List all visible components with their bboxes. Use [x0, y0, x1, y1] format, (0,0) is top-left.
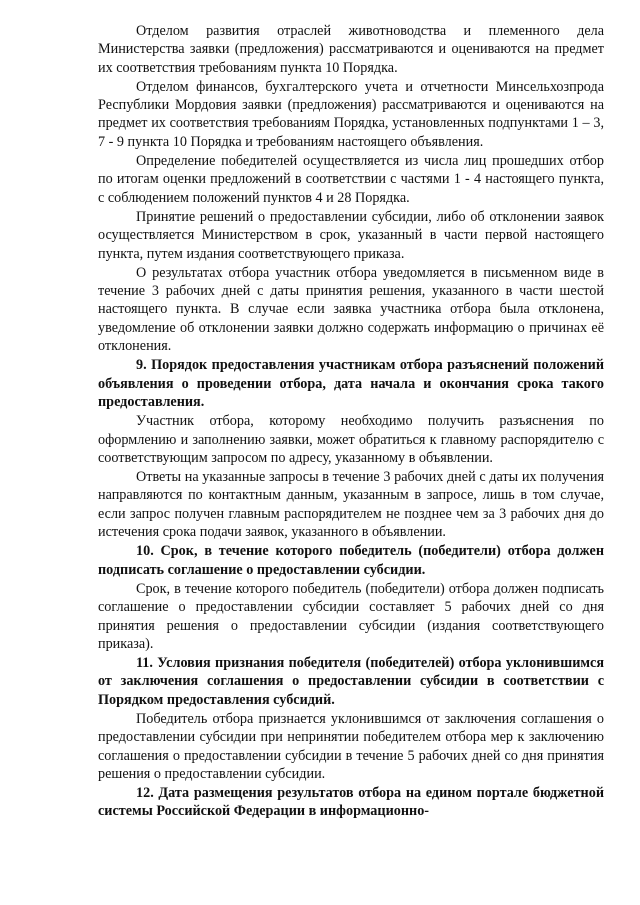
paragraph-9: Победитель отбора признается уклонившимся от заключения соглашения о предоставлении субсидии при непринятии победителем отбора мер к заключению соглашения о предоставлении субсидии в течение 5 рабочих дней со дня принятия решения о предоставлении субсидии.: [98, 710, 604, 782]
paragraph-6: Участник отбора, которому необходимо получить разъяснения по оформлению и заполнению заявки, может обратиться к главному распорядителю с соответствующим запросом по адресу, указанному в объявлении.: [98, 413, 604, 466]
section-heading-9: 9. Порядок предоставления участникам отбора разъяснений положений объявления о проведении отбора, дата начала и окончания срока такого предоставления.: [98, 357, 604, 410]
section-heading-10: 10. Срок, в течение которого победитель (победители) отбора должен подписать соглашение о предоставлении субсидии.: [98, 543, 604, 578]
section-heading-12: 12. Дата размещения результатов отбора на едином портале бюджетной системы Российской Федерации в информационно-: [98, 785, 604, 820]
paragraph-2: Отделом финансов, бухгалтерского учета и отчетности Минсельхозпрода Республики Мордовия заявки (предложения) рассматриваются и оцениваются на предмет их соответствия требованиям Порядка, установленных подпунктами 1 – 3, 7 - 9 пункта 10 Порядка и требованиям настоящего объявления.: [98, 78, 604, 150]
paragraph-5: О результатах отбора участник отбора уведомляется в письменном виде в течение 3 рабочих дней с даты принятия решения, указанного в части шестой настоящего пункта. В случае если заявка участника отбора была отклонена, уведомление об отклонении заявки должно содержать информацию о причинах её отклонения.: [98, 264, 604, 355]
document-page: [98, 22, 604, 822]
paragraph-1: Отделом развития отраслей животноводства и племенного дела Министерства заявки (предложения) рассматриваются и оцениваются на предмет их соответствия требованиям пункта 10 Порядка.: [98, 23, 604, 76]
paragraph-3: Определение победителей осуществляется из числа лиц прошедших отбор по итогам оценки предложений в соответствии с частями 1 - 4 настоящего пункта, с соблюдением положений пунктов 4 и 28 Порядка.: [98, 153, 604, 206]
paragraph-4: Принятие решений о предоставлении субсидии, либо об отклонении заявок осуществляется Министерством в срок, указанный в части первой настоящего пункта, путем издания соответствующего приказа.: [98, 208, 604, 262]
paragraph-7: Ответы на указанные запросы в течение 3 рабочих дней с даты их получения направляются по контактным данным, указанным в запросе, лишь в том случае, если запрос получен главным распорядителем не позднее чем за 3 рабочих дня до истечения срока подачи заявок, указанного в объявлении.: [98, 469, 604, 541]
paragraph-8: Срок, в течение которого победитель (победители) отбора должен подписать соглашение о предоставлении субсидии составляет 5 рабочих дней со дня принятия решения о предоставлении субсидии (издания соответствующего приказа).: [98, 580, 604, 652]
section-heading-11: 11. Условия признания победителя (победителей) отбора уклонившимся от заключения соглашения о предоставлении субсидии в соответствии с Порядком предоставления субсидий.: [98, 655, 604, 708]
